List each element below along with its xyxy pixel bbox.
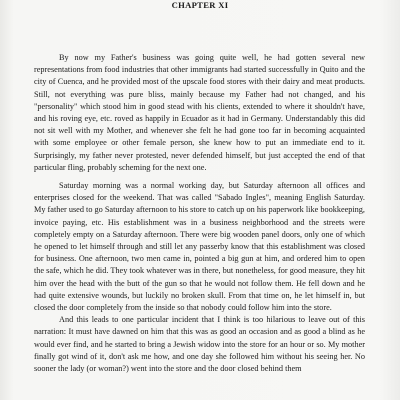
paragraph-1: By now my Father's business was going quite well, he had gotten several new representations from food industries that other immigrants had started successfully in Quito and the city of Cuenca, and he provided most of the upscale food stores with their dairy and meat products. Still, not everything was pure bliss, mainly because my Father had not changed, and his "personality" which stood him in good stead with his clients, extended to where it shouldn't have, and his roving eye, etc. roved as happily in Ecuador as it had in Germany. Understandably this did not sit well with my Mother, and whenever she felt he had gone too far in becoming acquainted with some employee or other female person, she knew how to put an immediate end to it. Surprisingly, my father never protested, never defended himself, but just accepted the end of that particular fling, probably scheming for the next one. — [34, 53, 365, 172]
chapter-heading: CHAPTER XI — [171, 0, 229, 10]
paragraph-3: And this leads to one particular incident that I think is too hilarious to leave out of this narration: It must have dawned on him that this was as good an occasion and as good a blind as he would ever find, and he started to bring a Jewish widow into the store for an hour or so. My mother finally got wind of it, don't ask me how, and one day she followed him without his seeing her. No sooner the lady (or woman?) went into the store and the door closed behind them — [34, 315, 365, 374]
paragraph-2: Saturday morning was a normal working day, but Saturday afternoon all offices and enterprises closed for the weekend. That was called "Sabado Ingles", meaning English Saturday. My father used to go Saturday afternoon to his store to catch up on his paperwork like bookkeeping, invoice paying, etc. His establishment was in a business neighborhood and the streets were completely empty on a Saturday afternoon. There were big wooden panel doors, only one of which he opened to let himself through and still let any passerby know that this establishment was closed for business. One afternoon, two men came in, pointed a big gun at him, and ordered him to open the safe, which he did. They took whatever was in there, but nonetheless, for good measure, they hit him over the head with the butt of the gun so that he would not follow them. He fell down and he had quite extensive wounds, but luckily no broken skull. From that time on, he let himself in, but closed the door completely from the inside so that nobody could follow him into the store. — [34, 181, 365, 313]
body-text — [34, 52, 365, 375]
